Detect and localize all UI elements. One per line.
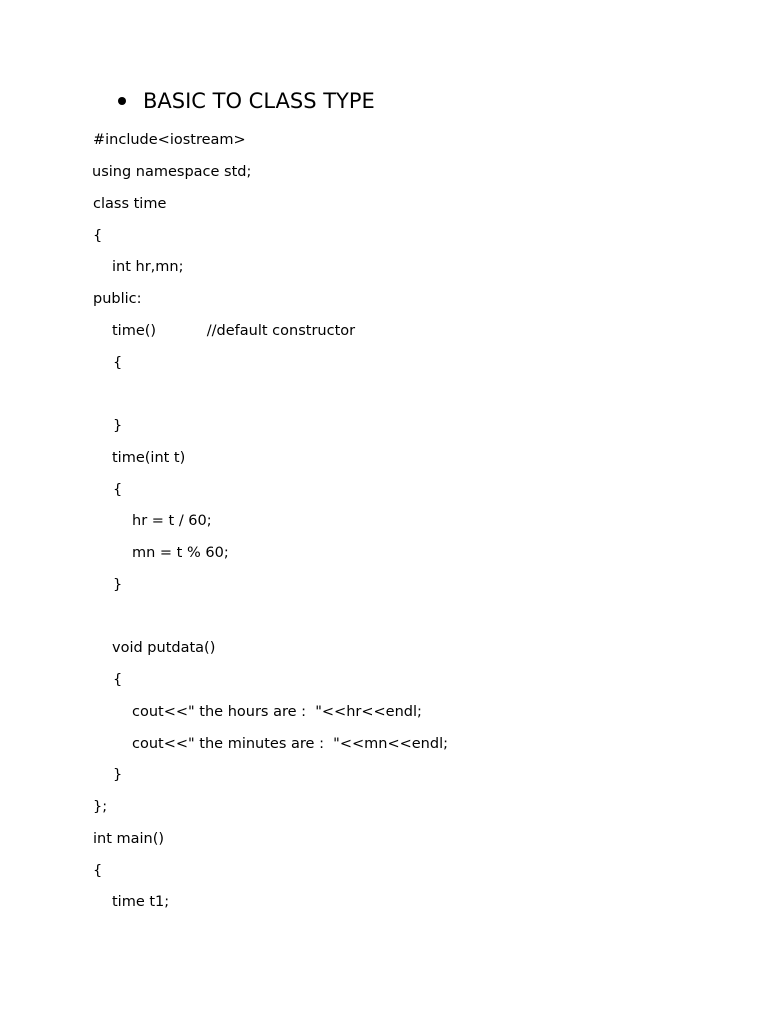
code-line: void putdata() (112, 640, 216, 656)
code-line: } (113, 418, 123, 434)
code-line: cout<<" the minutes are : "<<mn<<endl; (132, 736, 448, 752)
code-line: class time (93, 196, 167, 212)
code-line: { (93, 228, 103, 244)
code-line: } (113, 577, 123, 593)
code-line: mn = t % 60; (132, 545, 229, 561)
code-line: int main() (93, 831, 165, 847)
code-line: } (113, 767, 123, 783)
code-line: public: (93, 291, 142, 307)
code-line: #include<iostream> (93, 132, 246, 148)
code-line: time() //default constructor (112, 323, 356, 339)
code-line: time(int t) (112, 450, 186, 466)
code-line: hr = t / 60; (132, 513, 212, 529)
code-line: int hr,mn; (112, 259, 184, 275)
heading-text: BASIC TO CLASS TYPE (143, 89, 375, 113)
code-line: { (93, 863, 103, 879)
code-line: }; (93, 799, 108, 815)
code-line: { (113, 672, 123, 688)
code-line: using namespace std; (92, 164, 252, 180)
code-line: cout<<" the hours are : "<<hr<<endl; (132, 704, 422, 720)
code-line: { (113, 355, 123, 371)
code-line: time t1; (112, 894, 170, 910)
code-line: { (113, 482, 123, 498)
